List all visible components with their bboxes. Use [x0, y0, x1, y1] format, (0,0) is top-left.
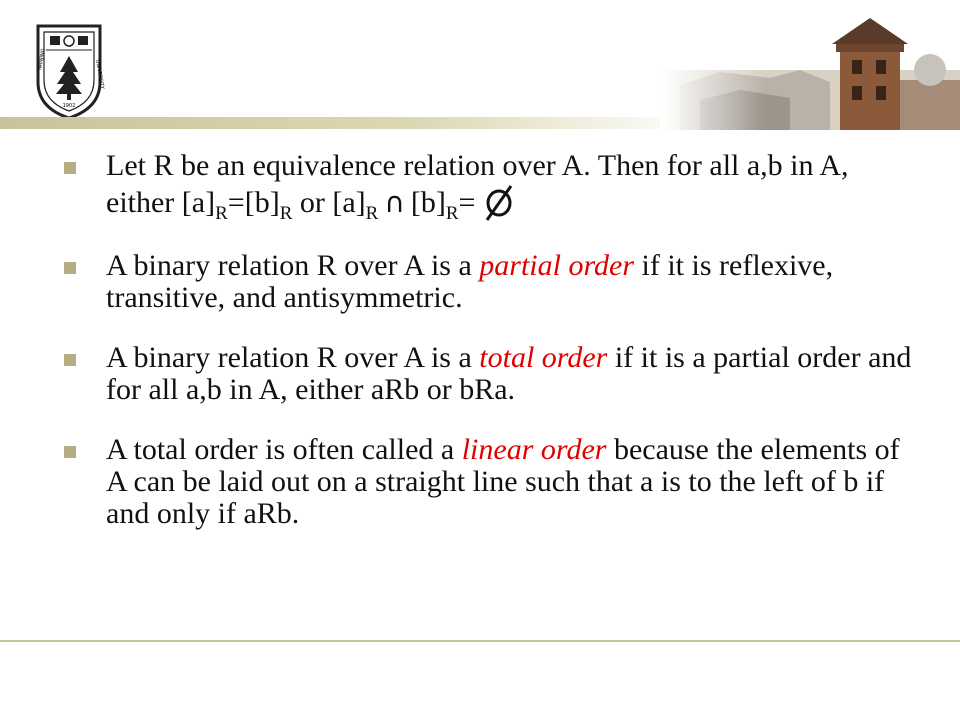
bullet-marker	[64, 262, 76, 274]
text: =[b]	[227, 186, 280, 219]
footer-rule	[0, 640, 960, 642]
intersection-symbol: ∩	[384, 186, 405, 219]
text: if it is a partial order and for all a,b in A, either aRb or bRa.	[106, 341, 912, 406]
text: or [a]	[292, 186, 366, 219]
text: A binary relation R over A is a	[106, 341, 480, 374]
term-total-order: total order	[479, 341, 608, 374]
term-partial-order: partial order	[479, 249, 635, 282]
bullet-linear-order	[60, 434, 920, 530]
text: A binary relation R over A is a	[106, 249, 480, 282]
text: A total order is often called a	[106, 433, 462, 466]
subscript: R	[445, 203, 459, 224]
bullet-marker	[64, 162, 76, 174]
subscript: R	[215, 203, 228, 224]
bullet-marker	[64, 354, 76, 366]
seal-text-left: NANJING	[37, 48, 47, 71]
bullet-list	[60, 150, 920, 558]
bullet-equivalence-classes	[60, 150, 920, 222]
term-linear-order: linear order	[461, 433, 607, 466]
bullet-total-order	[60, 342, 920, 406]
text: because the elements of A can be laid out on a straight line such that a is to the left of b if and only if aRb.	[106, 433, 900, 530]
seal-text-right: UNIVERSITY	[94, 59, 106, 90]
text: =	[458, 186, 476, 219]
text: [b]	[410, 186, 446, 219]
seal-year: 1902	[62, 103, 76, 109]
slide-header	[0, 0, 960, 130]
subscript: R	[365, 203, 379, 224]
university-seal-icon	[30, 20, 108, 120]
empty-set-icon	[483, 182, 515, 222]
subscript: R	[279, 203, 293, 224]
header-stripe	[0, 117, 700, 129]
bell-tower-photo-icon	[660, 10, 960, 130]
bullet-marker	[64, 446, 76, 458]
text: Let R be an equivalence relation over A. Then for all a,b in A, either [a]	[106, 149, 849, 219]
text: if it is reflexive, transitive, and antisymmetric.	[106, 249, 834, 314]
bullet-partial-order	[60, 250, 920, 314]
